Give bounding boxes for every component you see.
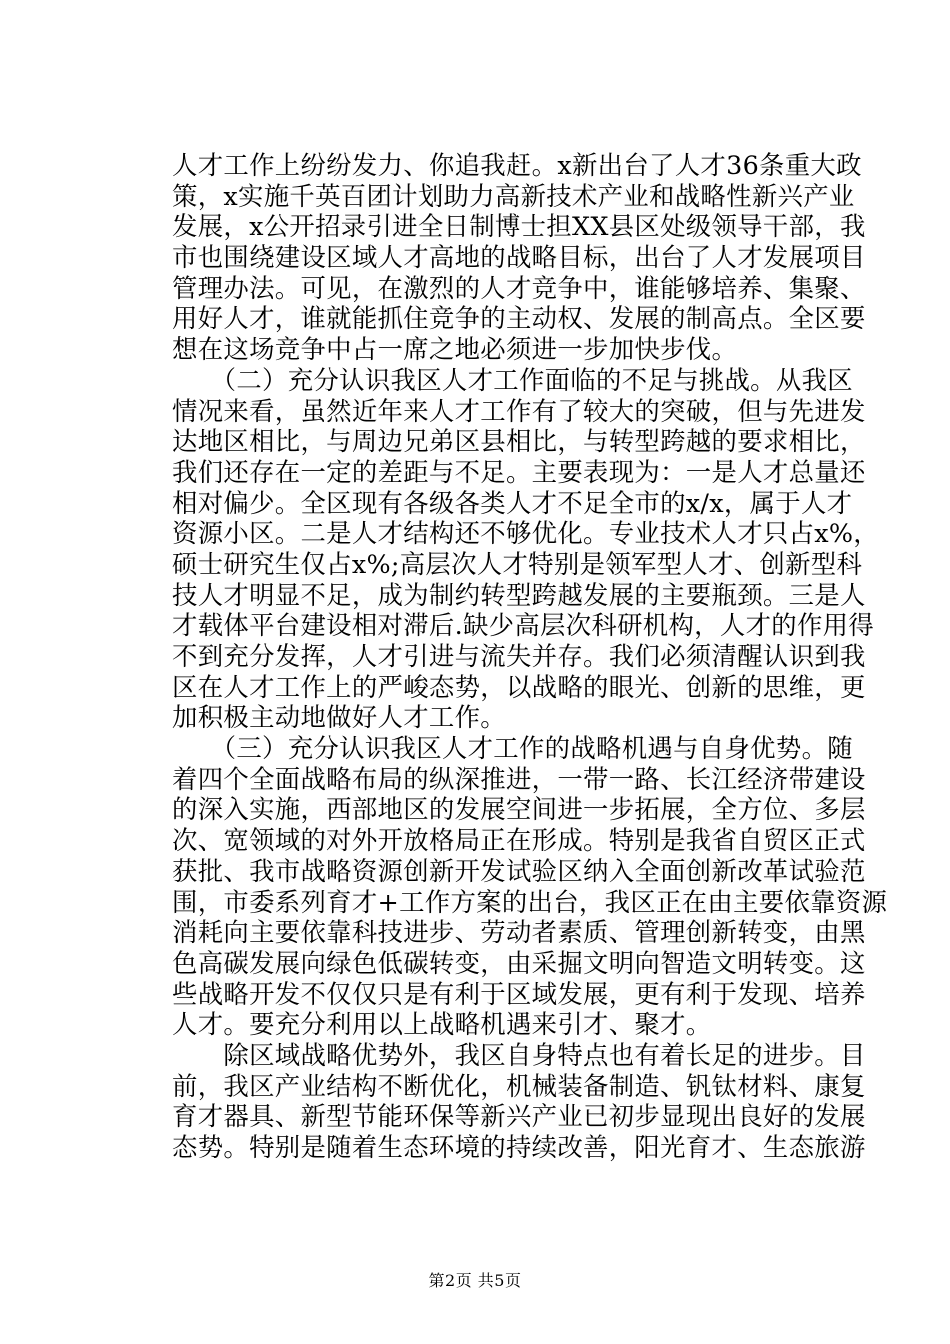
text-line: 人才。要充分利用以上战略机遇来引才、聚才。 [172,1009,712,1040]
text-line: 想在这场竞争中占一席之地必须进一步加快步伐。 [172,334,738,365]
text-line: 围，市委系列育才+工作方案的出台，我区正在由主要依靠资源 [172,886,888,917]
text-line: 技人才明显不足，成为制约转型跨越发展的主要瓶颈。三是人 [172,579,866,610]
text-line: 的深入实施，西部地区的发展空间进一步拓展，全方位、多层 [172,794,866,825]
text-line: 色高碳发展向绿色低碳转变，由采掘文明向智造文明转变。这 [172,947,866,978]
text-line: 人才工作上纷纷发力、你追我赶。x新出台了人才36条重大政 [172,150,862,180]
text-line: 次、宽领域的对外开放格局正在形成。特别是我省自贸区正式 [172,825,866,856]
text-line: 我们还存在一定的差距与不足。主要表现为：一是人才总量还 [172,456,866,487]
text-line: 策，x实施千英百团计划助力高新技术产业和战略性新兴产业 [172,180,855,211]
text-line: 相对偏少。全区现有各级各类人才不足全市的x/x，属于人才 [172,487,853,518]
text-line: 着四个全面战略布局的纵深推进，一带一路、长江经济带建设 [172,763,866,794]
text-line: 达地区相比，与周边兄弟区县相比，与转型跨越的要求相比， [172,426,866,457]
text-line: 前，我区产业结构不断优化，机械装备制造、钒钛材料、康复 [172,1070,866,1101]
text-line: 管理办法。可见，在激烈的人才竞争中，谁能够培养、集聚、 [172,272,866,303]
text-line: 区在人才工作上的严峻态势，以战略的眼光、创新的思维，更 [172,671,866,702]
text-line: 育才器具、新型节能环保等新兴产业已初步显现出良好的发展 [172,1101,866,1132]
text-line: （三）充分认识我区人才工作的战略机遇与自身优势。随 [172,733,853,764]
text-line: 加积极主动地做好人才工作。 [172,702,506,733]
text-line: 发展，x公开招录引进全日制博士担XX县区处级领导干部，我 [172,211,866,242]
text-line: 情况来看，虽然近年来人才工作有了较大的突破，但与先进发 [172,395,866,426]
text-line: 消耗向主要依靠科技进步、劳动者素质、管理创新转变，由黑 [172,917,866,948]
document-body [172,150,888,1163]
page-footer: 第2页 共5页 [428,1271,522,1290]
text-line: 获批、我市战略资源创新开发试验区纳入全面创新改革试验范 [172,855,866,886]
text-line: 不到充分发挥，人才引进与流失并存。我们必须清醒认识到我 [172,641,866,671]
text-line: 硕士研究生仅占x%;高层次人才特别是领军型人才、创新型科 [172,548,863,579]
text-line: 资源小区。二是人才结构还不够优化。专业技术人才只占x%， [172,518,880,549]
text-line: 态势。特别是随着生态环境的持续改善，阳光育才、生态旅游 [172,1132,866,1162]
text-line: 才载体平台建设相对滞后.缺少高层次科研机构，人才的作用得 [172,610,875,641]
text-line: 用好人才，谁就能抓住竞争的主动权、发展的制高点。全区要 [172,303,866,334]
text-line: 市也围绕建设区域人才高地的战略目标，出台了人才发展项目 [172,242,866,273]
text-line: 些战略开发不仅仅只是有利于区域发展，更有利于发现、培养 [172,978,866,1009]
text-line: （二）充分认识我区人才工作面临的不足与挑战。从我区 [172,364,853,395]
text-line: 除区域战略优势外，我区自身特点也有着长足的进步。目 [172,1039,866,1070]
